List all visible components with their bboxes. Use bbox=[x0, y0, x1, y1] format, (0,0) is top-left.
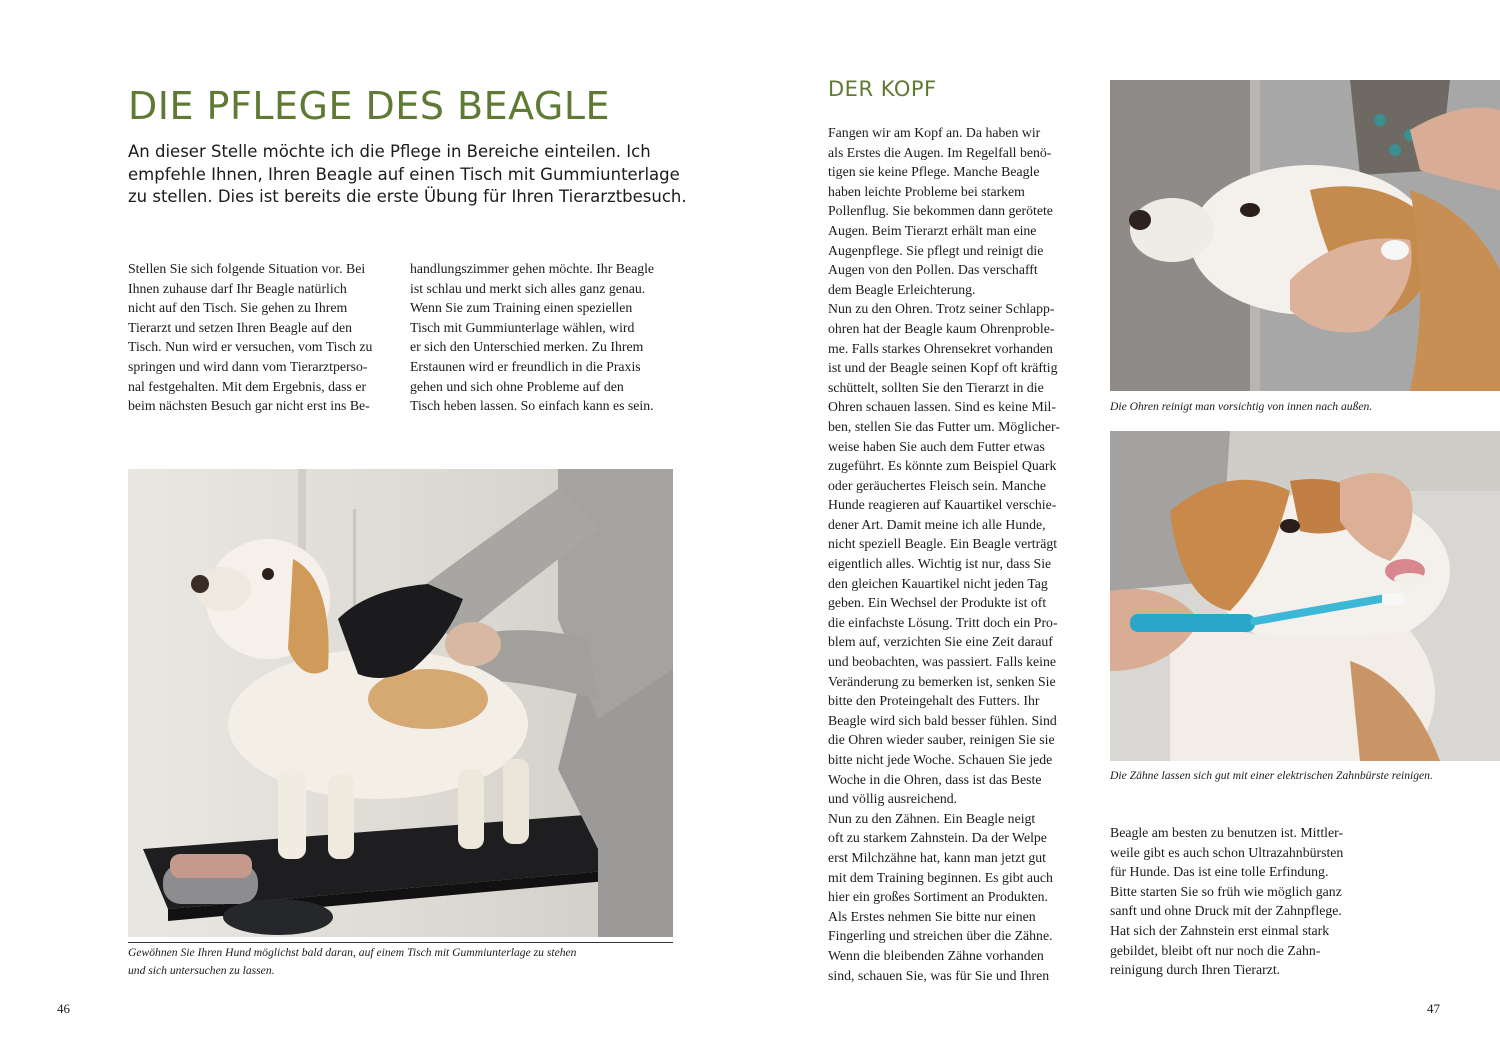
body-column-2: handlungszimmer gehen möchte. Ihr Beagle ist schlau und merkt sich alles ganz genau. Wenn Sie zum Training einen speziellen Tisch mit Gummiunterlage wählen, wird er sich den Unterschied merken. Zu Ihrem Erstaunen wird er freundlich in die Praxis gehen und sich ohne Probleme auf den Tisch heben lassen. So einfach kann es sein. bbox=[410, 261, 655, 414]
beagle-grooming-photo bbox=[128, 469, 673, 937]
ear-cleaning-photo bbox=[1110, 80, 1500, 391]
photo-caption: Gewöhnen Sie Ihren Hund möglichst bald daran, auf einem Tisch mit Gummiunterlage zu stehen und sich untersuchen zu lassen. bbox=[128, 946, 577, 977]
section-heading: DER KOPF bbox=[828, 77, 937, 101]
page-number-right: 47 bbox=[1427, 1001, 1440, 1016]
body-column-side: Beagle am besten zu benutzen ist. Mittler- weile gibt es auch schon Ultrazahnbürsten für Hunde. Das ist eine tolle Erfindung. Bitte starten Sie so früh wie möglich ganz sanft und ohne Druck mit der Zahnpflege. Hat sich der Zahnstein erst einmal stark gebildet, bleibt oft nur noch die Zahn- reinigung durch Ihren Tierarzt. bbox=[1110, 825, 1344, 978]
page-number-left: 46 bbox=[57, 1001, 70, 1016]
page-title: DIE PFLEGE DES BEAGLE bbox=[128, 84, 611, 128]
body-column-1: Stellen Sie sich folgende Situation vor. Bei Ihnen zuhause darf Ihr Beagle natürlich nicht auf den Tisch. Sie gehen zu Ihrem Tierarzt und setzen Ihren Beagle auf den Tisch. Nun wird er versuchen, vom Tisch zu springen und wird dann vom Tierarztperso- nal festgehalten. Mit dem Ergebnis, dass er beim nächsten Besuch gar nicht erst ins Be- bbox=[128, 261, 373, 414]
teeth-photo-caption: Die Zähne lassen sich gut mit einer elektrischen Zahnbürste reinigen. bbox=[1110, 769, 1433, 782]
caption-rule bbox=[128, 942, 673, 943]
lead-paragraph: An dieser Stelle möchte ich die Pflege in Bereiche einteilen. Ich empfehle Ihnen, Ihren Beagle auf einen Tisch mit Gummiunterlage zu stellen. Dies ist bereits die erste Übung für Ihren Tierarztbesuch. bbox=[128, 142, 687, 206]
ear-photo-caption: Die Ohren reinigt man vorsichtig von innen nach außen. bbox=[1110, 400, 1373, 413]
body-column-main: Fangen wir am Kopf an. Da haben wir als Erstes die Augen. Im Regelfall benö- tigen sie keine Pflege. Manche Beagle haben leichte Probleme bei starkem Pollenflug. Sie bekommen dann gerötete Augen. Beim Tierarzt erhält man eine Augenpflege. Sie pflegt und reinigt die Augen von den Pollen. Das verschafft dem Beagle Erleichterung. Nun zu den Ohren. Trotz seiner Schlapp- ohren hat der Beagle kaum Ohrenproble- me. Falls starkes Ohrensekret vorhanden ist und der Beagle seinen Kopf oft kräftig schüttelt, sollten Sie den Tierarzt in die Ohren schauen lassen. Sind es keine Mil- ben, stellen Sie das Futter um. Möglicher- weise haben Sie auch dem Futter etwas zugeführt. Es könnte zum Beispiel Quark oder geräuchertes Fleisch sein. Manche Hunde reagieren auf Kauartikel verschie- dener Art. Damit meine ich alle Hunde, nicht speziell Beagle. Ein Beagle verträgt eigentlich alles. Wichtig ist nur, dass Sie den gleichen Kauartikel nicht jeden Tag geben. Ein Wechsel der Produkte ist oft die einfachste Lösung. Tritt doch ein Pro- blem auf, verzichten Sie eine Zeit darauf und beobachten, was passiert. Falls keine Veränderung zu bemerken ist, senken Sie bitte den Proteingehalt des Futters. Ihr Beagle wird sich bald besser fühlen. Sind die Ohren wieder sauber, reinigen Sie sie bitte nicht jede Woche. Schauen Sie jede Woche in die Ohren, dass ist das Beste und völlig ausreichend. Nun zu den Zähnen. Ein Beagle neigt oft zu starkem Zahnstein. Da der Welpe erst Milchzähne hat, kann man jetzt gut mit dem Training beginnen. Es gibt auch hier ein großes Sortiment an Produkten. Als Erstes nehmen Sie bitte nur einen Fingerling und streichen über die Zähne. Wenn die bleibenden Zähne vorhanden sind, schauen Sie, was für Sie und Ihren bbox=[828, 125, 1060, 983]
teeth-brushing-photo bbox=[1110, 431, 1500, 761]
